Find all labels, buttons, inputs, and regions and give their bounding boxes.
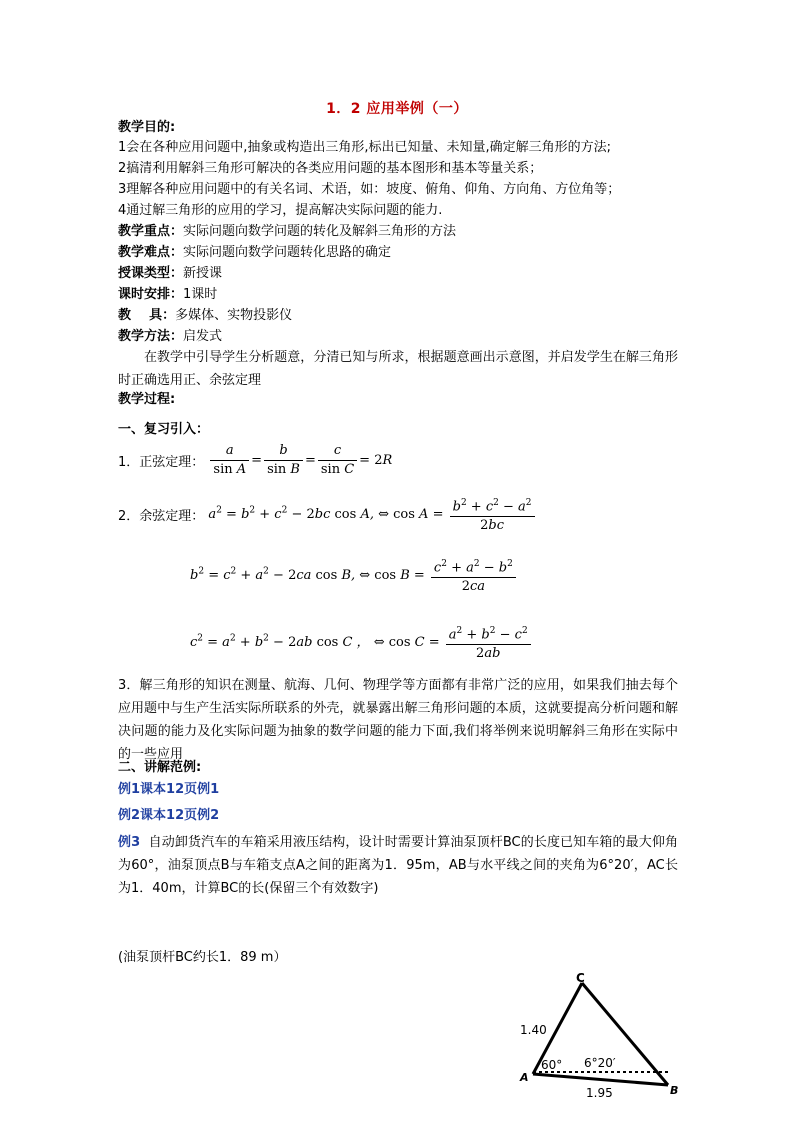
process-label: 教学过程: — [118, 392, 176, 407]
review-item-3: 3．解三角形的知识在测量、航海、几何、物理学等方面都有非常广泛的应用，如果我们抽去每个应用题中与生产生活实际所联系的外壳，就暴露出解三角形问题的本质，这就要提高分析问题和解决问题的能力及化实际问题为抽象的数学问题的能力下面,我们将举例来说明解斜三角形在实际中的一些应用 — [118, 678, 678, 762]
objective-item-3: 3理解各种应用问题中的有关名词、术语，如：坡度、俯角、仰角、方向角、方位角等； — [118, 182, 621, 197]
sine-law — [118, 442, 392, 479]
info-label: 教学重点： — [118, 224, 184, 239]
angle-incline-label: 6°20′ — [584, 1056, 616, 1070]
side-ab — [533, 1074, 668, 1085]
review-heading: 一、复习引入： — [118, 422, 210, 437]
info-label: 授课类型： — [118, 266, 184, 281]
cosine-law-formula-a: $a^2 = b^2 + c^2 - 2bc$ cos A, ⇔ cos A = $\frac{b^2 + c^2 - a^2}{2bc}$ — [208, 507, 536, 522]
objective-item-2: 2搞清利用解斜三角形可解决的各类应用问题的基本图形和基本等量关系； — [118, 161, 543, 176]
cosine-law-c — [190, 622, 533, 663]
info-value: 启发式 — [183, 329, 223, 344]
objective-item-4: 4通过解三角形的应用的学习，提高解决实际问题的能力. — [118, 203, 443, 218]
info-value: 多媒体、实物投影仪 — [175, 308, 293, 323]
side-ac-label: 1.40 — [520, 1023, 547, 1037]
info-lesson-type — [118, 264, 678, 284]
example-3-label: 例3 — [118, 835, 141, 850]
cosine-law-formula-c: $c^2 = a^2 + b^2 - 2ab$ cos C ， ⇔ cos C = $\frac{a^2 + b^2 - c^2}{2ab}$ — [190, 635, 533, 650]
example-1: 例1课本12页例1 — [118, 782, 220, 797]
sine-law-formula: $\frac{a}{\text{sin A}}$ = $\frac{b}{\text{sin B}}$ = $\frac{c}{\text{sin C}}$ = 2R — [208, 453, 392, 468]
examples-heading: 二、讲解范例: — [118, 760, 202, 775]
cosine-law-b — [190, 555, 518, 596]
example-3 — [118, 831, 678, 900]
info-key-points — [118, 222, 678, 242]
info-label: 教 具： — [118, 308, 176, 323]
side-ab-label: 1.95 — [586, 1086, 613, 1100]
example-3-text: 自动卸货汽车的车箱采用液压结构，设计时需要计算油泵顶杆BC的长度已知车箱的最大仰角为60°，油泵顶点B与车箱支点A之间的距离为1．95m，AB与水平线之间的夹角为6°20′，AC长为1．40m，计算BC的长(保留三个有效数字) — [118, 835, 678, 896]
info-value: 实际问题向数学问题的转化及解斜三角形的方法 — [183, 224, 457, 239]
info-label: 教学难点： — [118, 245, 184, 260]
example-2: 例2课本12页例2 — [118, 808, 220, 823]
cosine-law-formula-b: $b^2 = c^2 + a^2 - 2ca$ cos B, ⇔ cos B = $\frac{c^2 + a^2 - b^2}{2ca}$ — [190, 568, 518, 583]
info-label: 课时安排： — [118, 287, 184, 302]
info-tools — [118, 306, 678, 326]
info-method — [118, 327, 678, 347]
info-schedule — [118, 285, 678, 305]
cosine-law-a — [118, 494, 537, 535]
sine-law-label: 1．正弦定理： — [118, 455, 205, 470]
triangle-figure — [500, 960, 700, 1105]
info-label: 教学方法： — [118, 329, 184, 344]
info-value: 新授课 — [183, 266, 223, 281]
cosine-law-label: 2．余弦定理： — [118, 509, 205, 525]
page-title: 1．2 应用举例（一） — [326, 101, 468, 117]
info-difficulty — [118, 243, 678, 263]
method-paragraph: 在教学中引导学生分析题意，分清已知与所求，根据题意画出示意图，并启发学生在解三角形时正确选用正、余弦定理 — [118, 350, 678, 388]
vertex-c-label: C — [576, 971, 585, 985]
vertex-a-label: A — [520, 1071, 529, 1084]
objective-item-1: 1会在各种应用问题中,抽象或构造出三角形,标出已知量、未知量,确定解三角形的方法; — [118, 140, 612, 155]
info-value: 1课时 — [183, 287, 218, 302]
angle-a-label: 60° — [541, 1058, 563, 1072]
info-value: 实际问题向数学问题转化思路的确定 — [183, 245, 392, 260]
objectives-label: 教学目的: — [118, 120, 176, 135]
example-3-answer: (油泵顶杆BC约长1．89 m） — [118, 950, 287, 965]
vertex-b-label: B — [670, 1084, 679, 1097]
